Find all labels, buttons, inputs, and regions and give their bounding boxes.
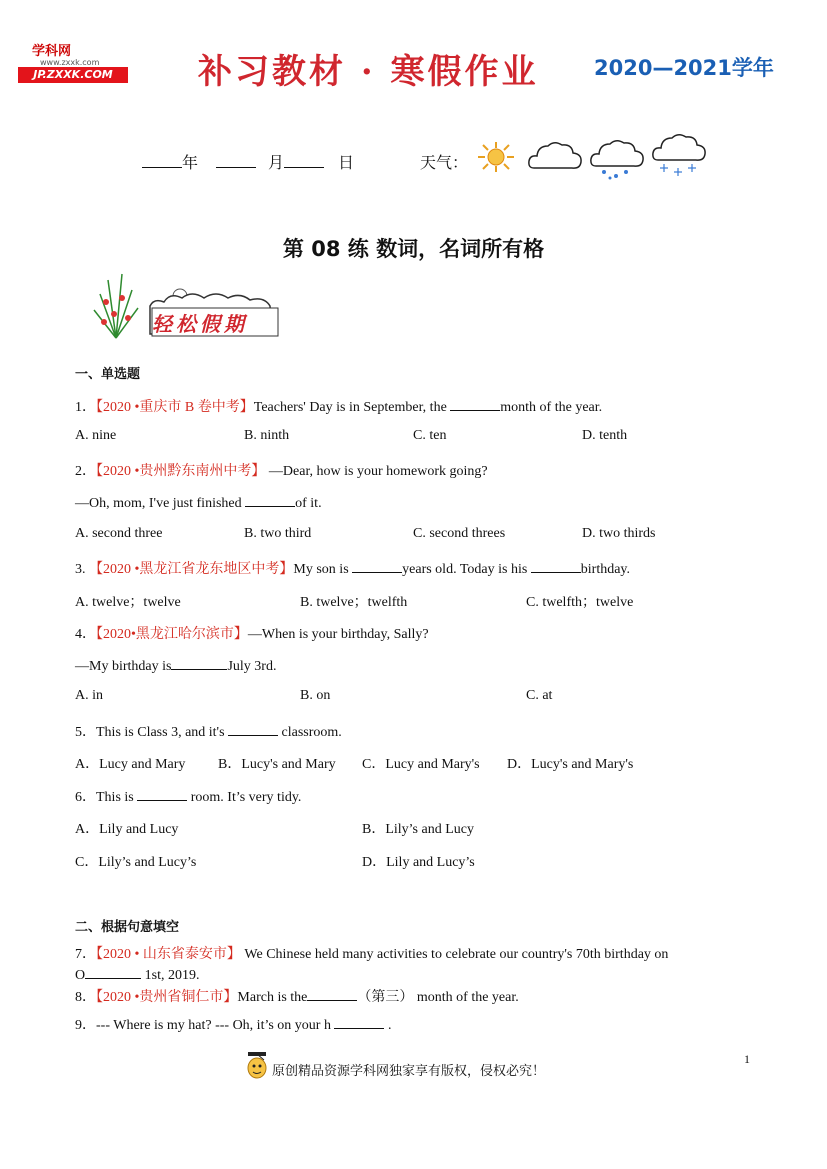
option[interactable]: A．Lucy and Mary [75, 757, 186, 772]
question-4: 4．【2020•黑龙江哈尔滨市】—When is your birthday, Sally? [75, 627, 429, 642]
question-9: 9．--- Where is my hat? --- Oh, it’s on your h . [75, 1014, 391, 1034]
rain-cloud-icon [588, 138, 646, 182]
logo [18, 40, 130, 84]
question-2: 2．【2020 •贵州黔东南州中考】 —Dear, how is your homework going? [75, 464, 488, 479]
sun-icon [474, 140, 518, 174]
option[interactable]: C. second threes [413, 526, 506, 541]
option[interactable]: B．Lily’s and Lucy [362, 822, 474, 837]
question-8: 8．【2020 •贵州省铜仁市】March is the （第三） month of the year. [75, 986, 519, 1006]
option[interactable]: C. ten [413, 428, 447, 443]
option[interactable]: C．Lucy and Mary's [362, 757, 480, 772]
question-4-line2: —My birthday is July 3rd. [75, 656, 276, 675]
logo-url: JP.ZXXK.COM [18, 67, 128, 83]
footer [244, 1050, 584, 1084]
option[interactable]: D. two thirds [582, 526, 656, 541]
option[interactable]: D．Lucy's and Mary's [507, 757, 634, 772]
flower-icon [86, 270, 146, 340]
page-title: 第 08 练 数词，名词所有格 [282, 237, 545, 261]
option[interactable]: D. tenth [582, 428, 628, 443]
option[interactable]: A. in [75, 688, 103, 703]
section-1-title: 一、单选题 [75, 367, 141, 382]
option[interactable]: B. on [300, 688, 331, 703]
option[interactable]: B. twelve；twelfth [300, 595, 408, 610]
logo-small-url: www.zxxk.com [40, 58, 100, 67]
option[interactable]: A. twelve；twelve [75, 595, 181, 610]
header-title: 补习教材 · 寒假作业 [198, 52, 539, 92]
header-year: 2020—2021学年 [594, 56, 774, 80]
page-number: 1 [744, 1052, 750, 1066]
question-7-line2: O 1st, 2019. [75, 965, 199, 984]
cloud-icon [526, 138, 584, 174]
weather-label: 天气： [420, 155, 469, 172]
question-1: 1．【2020 •重庆市 B 卷中考】Teachers' Day is in September, the month of the year. [75, 396, 602, 416]
option[interactable]: C. twelfth；twelve [526, 595, 634, 610]
question-5: 5．This is Class 3, and it's classroom. [75, 721, 342, 741]
footer-copyright: 原创精品资源学科网独家享有版权，侵权必究！ [272, 1064, 546, 1079]
month-label: 月 [268, 155, 285, 172]
day-label: 日 [338, 155, 355, 172]
question-2-line2: —Oh, mom, I've just finished of it. [75, 493, 322, 512]
year-label: 年 [182, 155, 199, 172]
logo-brand: 学科网 [32, 44, 72, 59]
question-6: 6．This is room. It’s very tidy. [75, 786, 301, 806]
section-2-title: 二、根据句意填空 [75, 920, 180, 935]
option[interactable]: B. two third [244, 526, 312, 541]
question-3: 3. 【2020 •黑龙江省龙东地区中考】My son is years old. Today is his birthday. [75, 558, 630, 578]
option[interactable]: B．Lucy's and Mary [218, 757, 336, 772]
option[interactable]: C．Lily’s and Lucy’s [75, 855, 197, 870]
date-line [142, 150, 354, 173]
option[interactable]: D．Lily and Lucy’s [362, 855, 475, 870]
mascot-icon [244, 1050, 270, 1082]
option[interactable]: A．Lily and Lucy [75, 822, 179, 837]
option[interactable]: A. second three [75, 526, 163, 541]
option[interactable]: A. nine [75, 428, 117, 443]
snow-cloud-icon [650, 132, 708, 182]
banner-text: 轻松假期 [152, 312, 248, 336]
option[interactable]: B. ninth [244, 428, 290, 443]
question-7: 7．【2020 • 山东省泰安市】 We Chinese held many activities to celebrate our country's 70th birthday on [75, 947, 669, 962]
option[interactable]: C. at [526, 688, 553, 703]
